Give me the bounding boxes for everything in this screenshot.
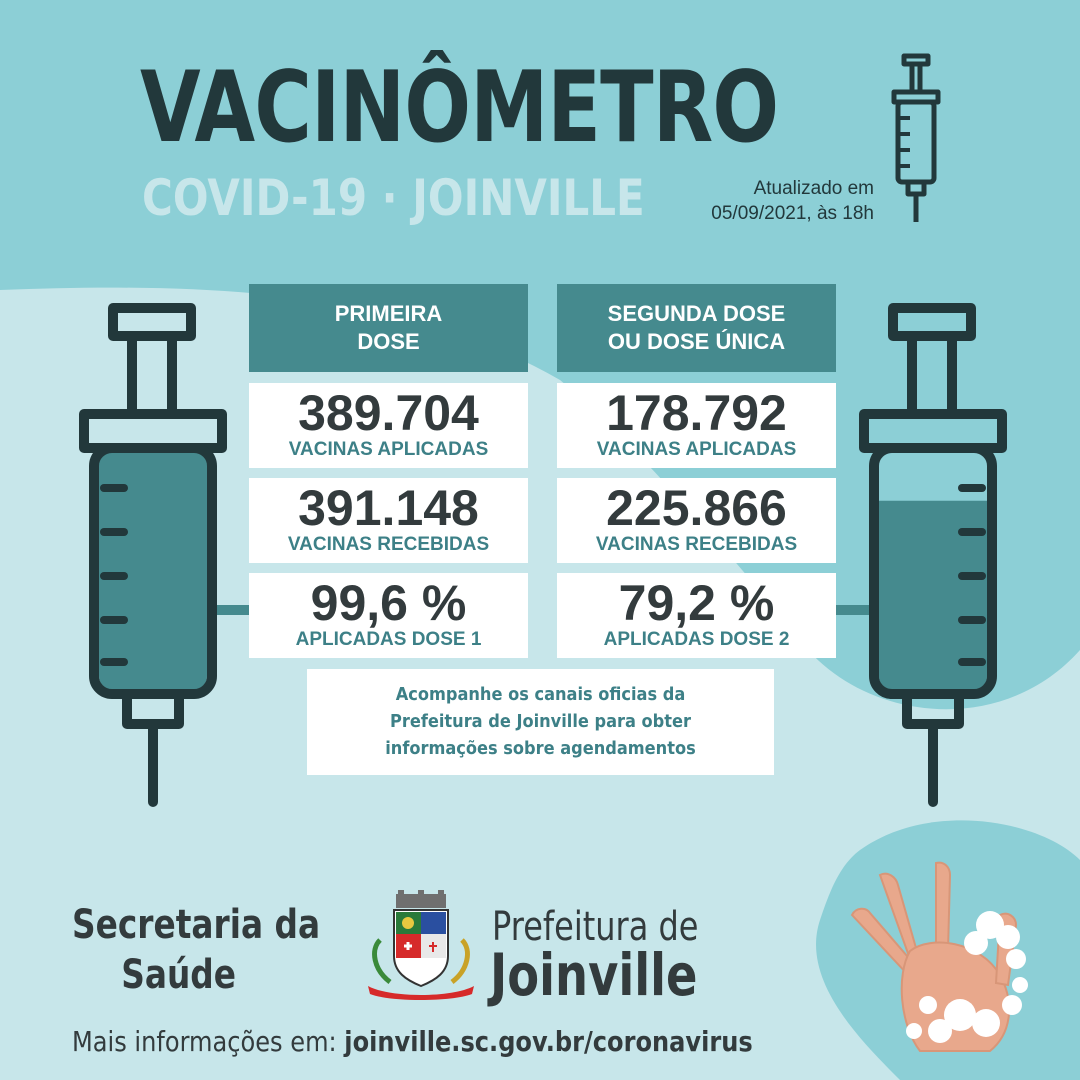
updated-date: 05/09/2021, às 18h xyxy=(711,203,874,224)
notice-line: Acompanhe os canais oficias da xyxy=(395,684,686,705)
syringe-icon xyxy=(850,300,1020,810)
heading-line: SEGUNDA DOSE xyxy=(607,301,786,326)
more-info xyxy=(72,1022,753,1062)
received-label: VACINAS RECEBIDAS xyxy=(595,534,798,555)
received-value: 391.148 xyxy=(298,480,479,536)
first-dose-received-card xyxy=(249,478,528,563)
coronavirus-link[interactable]: joinville.sc.gov.br/coronavirus xyxy=(344,1025,753,1058)
updated-label: Atualizado em xyxy=(753,178,874,199)
heading-line: PRIMEIRA xyxy=(334,301,443,326)
first-dose-heading xyxy=(249,284,528,372)
received-label: VACINAS RECEBIDAS xyxy=(287,534,490,555)
joinville-label: Joinville xyxy=(490,941,698,1009)
applied-label: VACINAS APLICADAS xyxy=(596,439,797,460)
secretaria-line: Secretaria da xyxy=(72,902,321,948)
second-dose-percent-card xyxy=(557,573,836,658)
coat-of-arms-icon xyxy=(360,890,482,1002)
heading-line: DOSE xyxy=(357,329,420,354)
page-title: VACINÔMETRO xyxy=(140,51,779,165)
percent-label: APLICADAS DOSE 2 xyxy=(603,629,790,650)
syringe-icon xyxy=(70,300,240,810)
heading-line: OU DOSE ÚNICA xyxy=(607,329,786,354)
applied-value: 178.792 xyxy=(606,385,787,441)
updated-timestamp xyxy=(660,176,874,226)
second-dose-applied-card xyxy=(557,383,836,468)
percent-value: 99,6 % xyxy=(310,575,467,631)
second-dose-heading xyxy=(557,284,836,372)
notice-line: informações sobre agendamentos xyxy=(385,738,696,759)
syringe-icon xyxy=(888,52,948,224)
percent-value: 79,2 % xyxy=(618,575,775,631)
hand-washing-icon xyxy=(840,855,1050,1055)
first-dose-percent-card xyxy=(249,573,528,658)
page-subtitle: COVID-19 · JOINVILLE xyxy=(142,169,645,227)
secretaria-line: Saúde xyxy=(121,952,237,998)
scheduling-notice xyxy=(307,669,774,775)
received-value: 225.866 xyxy=(606,480,787,536)
secretaria-saude xyxy=(72,900,321,1000)
prefeitura-label: Prefeitura de xyxy=(492,904,699,950)
applied-value: 389.704 xyxy=(298,385,479,441)
first-dose-applied-card xyxy=(249,383,528,468)
applied-label: VACINAS APLICADAS xyxy=(288,439,489,460)
percent-label: APLICADAS DOSE 1 xyxy=(295,629,482,650)
more-info-label: Mais informações em: xyxy=(72,1025,337,1058)
second-dose-received-card xyxy=(557,478,836,563)
notice-line: Prefeitura de Joinville para obter xyxy=(390,711,691,732)
